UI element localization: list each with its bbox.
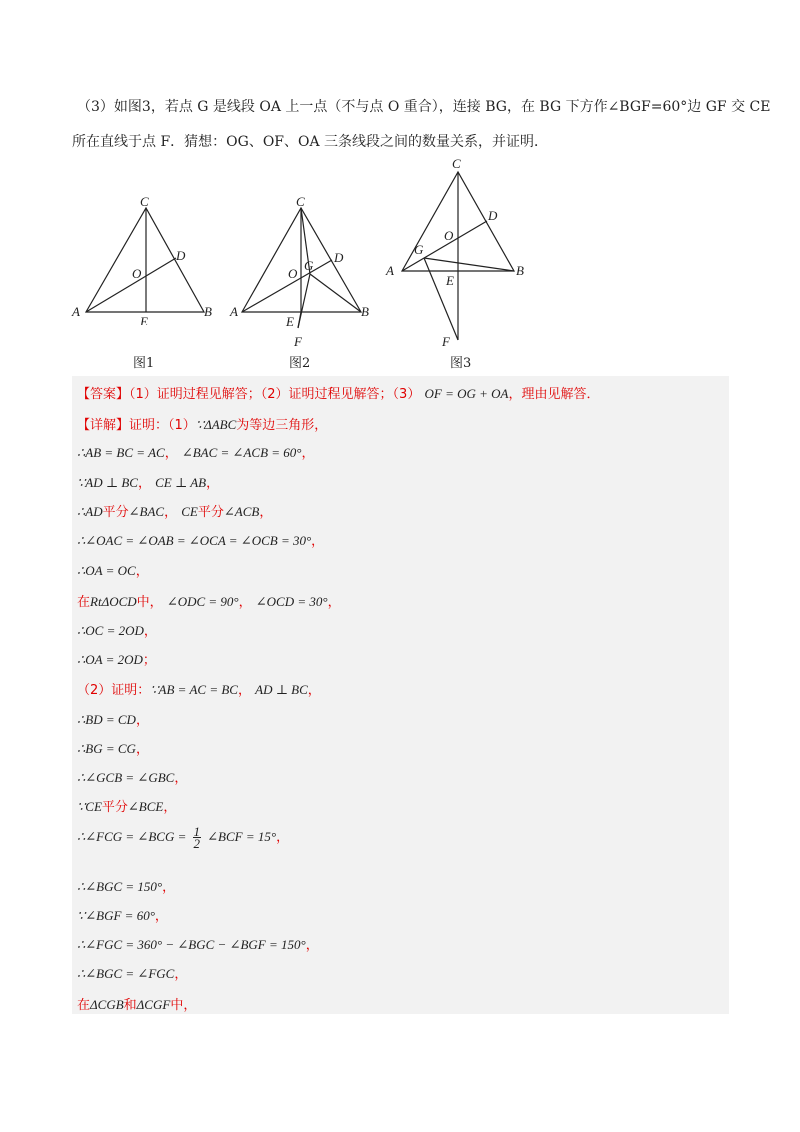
detail-part2-line-5 <box>77 796 176 815</box>
detail-line-9 <box>77 649 156 668</box>
fig2-label-f: F <box>294 334 302 349</box>
detail-p6-r: 平分 <box>101 800 128 815</box>
figure-2-caption: 图2 <box>289 356 311 371</box>
detail-comma: ， <box>238 595 252 610</box>
fig3-label-b: B <box>516 263 524 278</box>
detail-l1-a: 证明：（1） <box>129 418 196 433</box>
fig3-label-o: O <box>444 228 454 243</box>
detail-l4-r2: 平分 <box>197 505 224 520</box>
detail-part2-line-4 <box>77 767 187 786</box>
detail-comma: ， <box>135 742 149 757</box>
detail-p12-r3: 中， <box>170 998 197 1013</box>
fraction-one-half <box>193 826 202 849</box>
detail-comma: ， <box>135 713 149 728</box>
detail-p7-den: 2 <box>193 836 200 851</box>
detail-p9-m: ∵∠BGF = 60° <box>77 908 155 923</box>
figure-2 <box>228 190 378 350</box>
detail-comma: ， <box>154 909 168 924</box>
detail-line-2 <box>77 442 315 461</box>
question-line-2: 所在直线于点 F．猜想：OG、OF、OA 三条线段之间的数量关系，并证明． <box>72 134 549 150</box>
fig1-label-c: C <box>140 194 149 209</box>
detail-line-1 <box>77 414 327 433</box>
detail-l4-m: ∴AD <box>77 504 103 519</box>
detail-part2-line-8 <box>77 905 168 924</box>
fig2-label-d: D <box>334 250 344 265</box>
detail-comma: ， <box>311 534 325 549</box>
detail-comma: ， <box>164 446 178 461</box>
detail-l5-m: ∴∠OAC = ∠OAB = ∠OCA = ∠OCB = 30° <box>77 533 312 548</box>
fig1-label-e: E <box>140 314 148 325</box>
fig1-label-o: O <box>132 266 142 281</box>
detail-p2-m: ∵AB = AC = BC <box>150 682 238 697</box>
detail-p6-m: ∵CE <box>77 799 102 814</box>
fig3-label-c: C <box>452 156 461 171</box>
detail-p12-r: 在 <box>77 998 91 1013</box>
answer-tag: 【答案】 <box>77 387 130 402</box>
detail-part2-line-7 <box>77 876 175 895</box>
detail-line-8 <box>77 620 157 639</box>
detail-l4-r: 平分 <box>102 505 129 520</box>
detail-comma: ， <box>305 938 319 953</box>
detail-comma: ， <box>259 505 273 520</box>
fig3-label-g: G <box>414 242 424 257</box>
detail-p2-m2: AD ⊥ BC <box>255 682 308 697</box>
question-line-1: （3）如图3，若点 G 是线段 OA 上一点（不与点 O 重合），连接 BG，在 BG 下方作∠BGF=60°边 GF 交 CE <box>77 99 771 115</box>
detail-comma: ， <box>135 564 149 579</box>
detail-comma: ， <box>137 476 151 491</box>
answer-line <box>77 383 599 402</box>
detail-p7-m2: ∠BCF = 15° <box>207 829 277 844</box>
detail-line-7 <box>77 591 341 610</box>
answer-text: （1）证明过程见解答；（2）证明过程见解答；（3） <box>129 387 421 402</box>
detail-part2-line-9 <box>77 934 319 953</box>
detail-l3-m: ∵AD ⊥ BC <box>77 475 138 490</box>
detail-l2-m: ∴AB = BC = AC <box>77 445 165 460</box>
detail-l7-m3: ∠OCD = 30° <box>255 594 328 609</box>
detail-p7-m: ∴∠FCG = ∠BCG = <box>77 829 187 844</box>
fig3-label-d: D <box>488 208 498 223</box>
detail-l4-m3: CE <box>181 504 198 519</box>
fig3-label-f: F <box>442 334 450 349</box>
detail-part2-line-10 <box>77 963 187 982</box>
detail-p10-m: ∴∠FGC = 360° − ∠BGC − ∠BGF = 150° <box>77 937 306 952</box>
detail-line-6 <box>77 560 149 579</box>
detail-comma: ， <box>163 800 177 815</box>
detail-comma: ， <box>174 771 188 786</box>
fig2-label-e: E <box>286 314 294 329</box>
detail-l4-m4: ∠ACB <box>223 504 260 519</box>
detail-p12-m2: ΔCGF <box>136 997 171 1012</box>
detail-part2-line-1 <box>77 679 321 698</box>
detail-p3-m: ∴BD = CD <box>77 712 136 727</box>
detail-semi: ； <box>142 653 156 668</box>
detail-line-4 <box>77 501 272 520</box>
detail-l7-r: 在 <box>77 595 91 610</box>
detail-comma: ， <box>174 967 188 982</box>
detail-comma: ， <box>164 505 178 520</box>
detail-comma: ， <box>301 446 315 461</box>
fig2-label-b: B <box>361 304 369 319</box>
detail-comma: ， <box>307 683 321 698</box>
figure-1 <box>70 190 220 325</box>
detail-comma: ， <box>143 624 157 639</box>
detail-part2-line-6 <box>77 826 289 849</box>
detail-part2-line-11 <box>77 994 196 1013</box>
detail-part2-line-2 <box>77 709 149 728</box>
fig3-label-a: A <box>386 263 394 278</box>
fig2-label-g: G <box>304 258 314 273</box>
fig3-label-e: E <box>446 273 454 288</box>
detail-p12-r2: 和 <box>123 998 137 1013</box>
detail-comma: ， <box>276 830 290 845</box>
detail-line-3 <box>77 472 219 491</box>
fig1-label-b: B <box>204 304 212 319</box>
detail-l1-m: ∵ΔABC <box>195 417 237 432</box>
detail-l7-m: RtΔOCD <box>90 594 137 609</box>
answer-formula: OF = OG + OA <box>424 386 509 401</box>
detail-l3-m2: CE ⊥ AB <box>155 475 207 490</box>
detail-line-5 <box>77 530 324 549</box>
detail-l7-m2: ∠ODC = 90° <box>166 594 239 609</box>
detail-comma: ， <box>237 683 251 698</box>
detail-l8-m: ∴OC = 2OD <box>77 623 144 638</box>
detail-p2-r: （2）证明： <box>77 683 151 698</box>
figure-3-caption: 图3 <box>450 356 472 371</box>
detail-comma: ， <box>162 880 176 895</box>
detail-l7-r2: 中， <box>136 595 163 610</box>
figure-1-caption: 图1 <box>133 356 155 371</box>
detail-l1-b: 为等边三角形， <box>236 418 328 433</box>
detail-p8-m: ∴∠BGC = 150° <box>77 879 163 894</box>
detail-comma: ， <box>327 595 341 610</box>
detail-part2-line-3 <box>77 738 149 757</box>
detail-p6-m2: ∠BCE <box>127 799 164 814</box>
detail-l4-m2: ∠BAC <box>128 504 165 519</box>
detail-comma: ， <box>206 476 220 491</box>
detail-p12-m: ΔCGB <box>90 997 124 1012</box>
detail-p11-m: ∴∠BGC = ∠FGC <box>77 966 175 981</box>
detail-l9-m: ∴OA = 2OD <box>77 652 143 667</box>
figure-3 <box>384 152 534 350</box>
fig2-label-o: O <box>288 266 298 281</box>
detail-tag: 【详解】 <box>77 418 130 433</box>
fig1-label-d: D <box>176 248 186 263</box>
fig1-label-a: A <box>72 304 80 319</box>
detail-p7-num: 1 <box>193 824 200 839</box>
detail-p4-m: ∴BG = CG <box>77 741 136 756</box>
detail-l2-m2: ∠BAC = ∠ACB = 60° <box>181 445 302 460</box>
fig2-label-a: A <box>230 304 238 319</box>
detail-l6-m: ∴OA = OC <box>77 563 136 578</box>
fig2-label-c: C <box>296 194 305 209</box>
detail-p5-m: ∴∠GCB = ∠GBC <box>77 770 175 785</box>
answer-tail: ，理由见解答． <box>508 387 600 402</box>
